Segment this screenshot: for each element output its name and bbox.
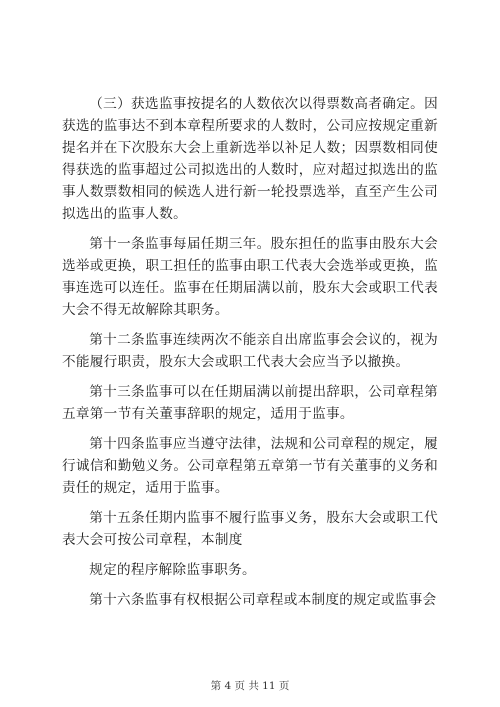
document-body (62, 93, 438, 619)
paragraph-article-14: 第十四条监事应当遵守法律，法规和公司章程的规定，履行诚信和勤勉义务。公司章程第五章第一节有关董事的义务和责任的规定，适用于监事。 (62, 436, 438, 496)
paragraph-article-12: 第十二条监事连续两次不能亲自出席监事会会议的，视为不能履行职责，股东大会或职工代表大会应当予以撤换。 (62, 332, 438, 370)
paragraph-article-15-continued: 规定的程序解除监事职务。 (89, 562, 256, 578)
paragraph-3-election-result: （三）获选监事按提名的人数依次以得票数高者确定。因获选的监事达不到本章程所要求的人数时，公司应按规定重新提名并在下次股东大会上重新选举以补足人数；因票数相同使得获选的监事超过公司拟选出的人数时，应对超过拟选出的监事人数票数相同的候选人进行新一轮投票选举，直至产生公司拟选出的监事人数。 (62, 96, 438, 222)
page-number-footer: 第 4 页 共 11 页 (210, 680, 290, 692)
paragraph-article-15: 第十五条任期内监事不履行监事义务，股东大会或职工代表大会可按公司章程，本制度 (62, 510, 438, 548)
paragraph-article-16: 第十六条监事有权根据公司章程或本制度的规定或监事会 (89, 592, 437, 608)
paragraph-article-13: 第十三条监事可以在任期届满以前提出辞职，公司章程第五章第一节有关董事辞职的规定，适用于监事。 (62, 384, 438, 422)
paragraph-article-11: 第十一条监事每届任期三年。股东担任的监事由股东大会选举或更换，职工担任的监事由职工代表大会选举或更换，监事连选可以连任。监事在任期届满以前，股东大会或职工代表大会不得无故解除其职务。 (62, 236, 438, 318)
